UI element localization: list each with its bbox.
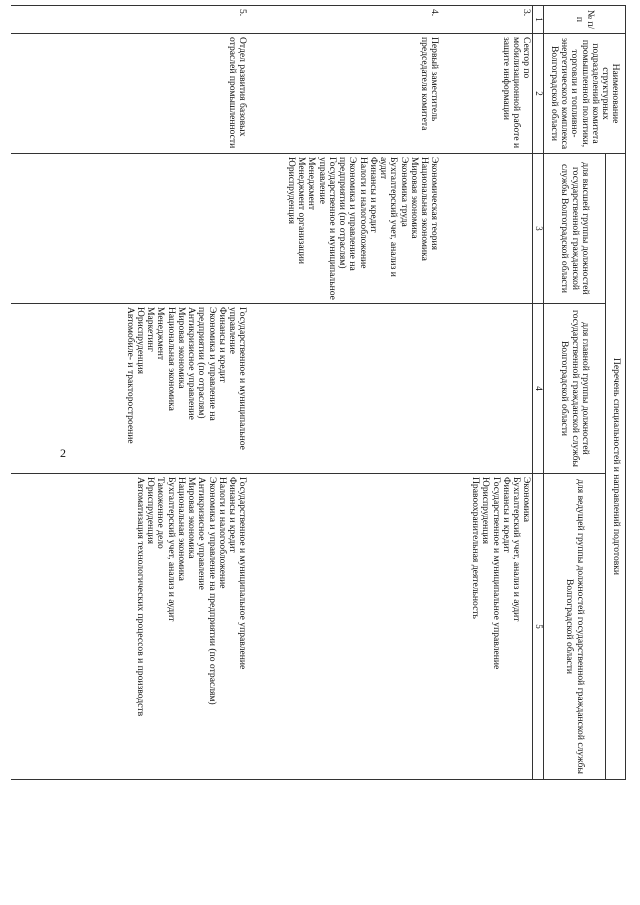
specialty: Бухгалтерский учет, анализ и аудит xyxy=(378,157,400,277)
row-name: Сектор по мобилизационной работе и защите информации xyxy=(440,34,533,154)
specialty: Юриспруденция xyxy=(480,477,492,545)
specialty: Правоохранительная деятельность xyxy=(470,477,482,619)
specialty: Финансы и кредит xyxy=(227,477,239,553)
table-row xyxy=(11,6,248,780)
col-number: 2 xyxy=(533,34,544,154)
specialty: Менеджмент xyxy=(306,157,318,211)
specialty: Экономика и управление на предприятии (по отраслям) xyxy=(206,477,218,705)
row-name: Отдел развития базовых отраслей промышленности xyxy=(11,34,248,154)
page-number: 2 xyxy=(60,446,66,460)
specialty: Юриспруденция xyxy=(145,477,157,545)
specialty: Экономика и управление на предприятии (по отраслям) xyxy=(196,307,218,421)
row-num: 5. xyxy=(11,6,248,34)
specialty: Автомобиле- и тракторостроение xyxy=(124,307,136,444)
row-main xyxy=(440,304,533,474)
col-number: 5 xyxy=(533,474,544,780)
specialty: Государственное и муниципальное управление xyxy=(490,477,502,670)
col-number: 1 xyxy=(533,6,544,34)
specialty: Менеджмент организации xyxy=(296,157,308,264)
specialty: Государственное и муниципальное управление xyxy=(316,157,338,300)
specialty: Бухгалтерский учет, анализ и аудит xyxy=(165,477,177,622)
specialty: Финансы и кредит xyxy=(367,157,379,233)
specialty: Маркетинг xyxy=(145,307,157,352)
specialty: Экономика труда xyxy=(398,157,410,227)
specialty: Мировая экономика xyxy=(175,307,187,389)
specialty: Финансы и кредит xyxy=(500,477,512,553)
row-name: Первый заместитель председателя комитета xyxy=(248,34,440,154)
header-specialties: Перечень специальностей и направлений подготовки xyxy=(606,154,626,780)
specialty: Экономика xyxy=(521,477,533,523)
row-highest xyxy=(248,154,440,304)
row-num: 4. xyxy=(248,6,440,34)
col-number: 3 xyxy=(533,154,544,304)
header-leading: для ведущей группы должностей государственной гражданской службы Волгоградской области xyxy=(544,474,606,780)
header-main: для главной группы должностей государственной гражданской службы Волгоградской области xyxy=(544,304,606,474)
specialties-table-container xyxy=(22,5,626,780)
specialty: Государственное и муниципальное управление xyxy=(237,477,249,670)
specialty: Налоги и налогообложение xyxy=(216,477,228,589)
specialty: Антикризисное управление xyxy=(196,477,208,590)
specialty: Юриспруденция xyxy=(134,307,146,375)
specialty: Мировая экономика xyxy=(186,477,198,559)
row-leading xyxy=(11,474,248,780)
table-row xyxy=(440,6,533,780)
table-row xyxy=(248,6,440,780)
specialties-table xyxy=(11,5,626,780)
specialty: Таможенное дело xyxy=(155,477,167,549)
specialty: Государственное и муниципальное управление xyxy=(227,307,249,450)
specialty: Мировая экономика xyxy=(408,157,420,239)
col-number: 4 xyxy=(533,304,544,474)
header-num: № п/п xyxy=(544,6,626,34)
specialty: Национальная экономика xyxy=(175,477,187,581)
specialty: Налоги и налогообложение xyxy=(357,157,369,269)
specialty: Автоматизация технологических процессов и производств xyxy=(134,477,146,717)
row-leading xyxy=(440,474,533,780)
row-highest xyxy=(11,154,248,304)
header-name: Наименование структурных подразделений комитета промышленной политики, торговли и топливно-энергетического комплекса Волгоградской области xyxy=(544,34,626,154)
specialty: Экономика и управление на предприятии (по отраслям) xyxy=(337,157,359,271)
row-leading xyxy=(248,474,440,780)
header-highest: для высшей группы должностей государственной гражданской службы Волгоградской области xyxy=(544,154,606,304)
specialty: Национальная экономика xyxy=(165,307,177,411)
specialty: Финансы и кредит xyxy=(216,307,228,383)
row-highest xyxy=(440,154,533,304)
specialty: Менеджмент xyxy=(155,307,167,361)
row-main xyxy=(248,304,440,474)
specialty: Антикризисное управление xyxy=(186,307,198,420)
specialty: Экономическая теория xyxy=(429,157,441,251)
row-main xyxy=(11,304,248,474)
specialty: Национальная экономика xyxy=(419,157,431,261)
specialty: Бухгалтерский учет, анализ и аудит xyxy=(511,477,523,622)
specialty: Юриспруденция xyxy=(285,157,297,225)
row-num: 3. xyxy=(440,6,533,34)
